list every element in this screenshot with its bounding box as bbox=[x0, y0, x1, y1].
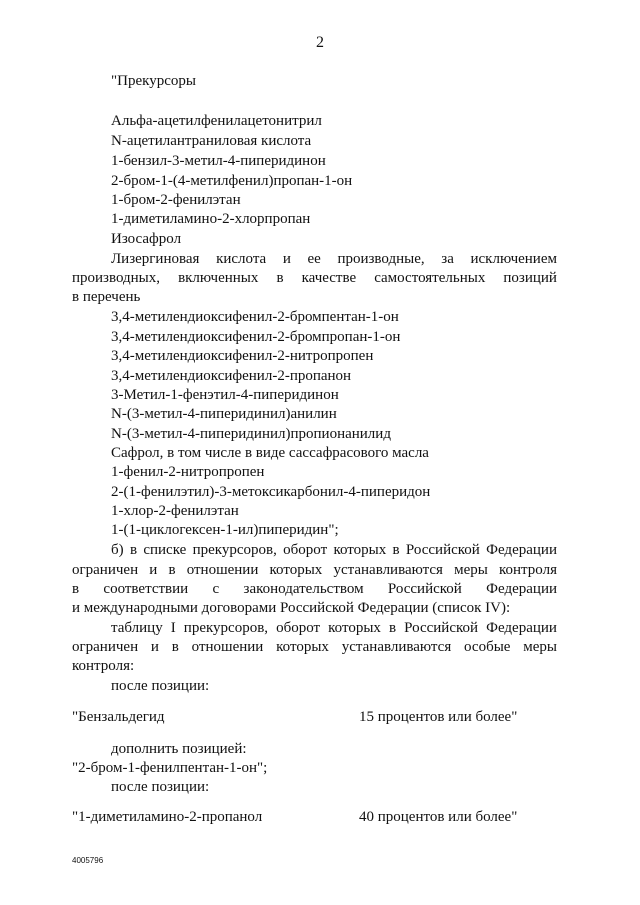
word: и bbox=[282, 251, 291, 267]
word: Российской bbox=[387, 581, 462, 597]
list-item: N-(3-метил-4-пиперидинил)пропионанилид bbox=[111, 426, 391, 442]
list-item: 1-бром-2-фенилэтан bbox=[111, 192, 241, 208]
word: законодательством bbox=[243, 581, 364, 597]
word: Российской bbox=[405, 542, 480, 558]
word: Федерации bbox=[486, 620, 557, 636]
word: контроля bbox=[498, 562, 557, 578]
after-position-label: после позиции: bbox=[111, 779, 210, 795]
paragraph-line: и международными договорами Российской Федерации (список IV): bbox=[72, 600, 511, 616]
word: I bbox=[170, 620, 176, 636]
list-item: 1-(1-циклогексен-1-ил)пиперидин"; bbox=[111, 522, 339, 538]
list-item: 1-диметиламино-2-хлорпропан bbox=[111, 211, 311, 227]
word: отношении bbox=[191, 639, 264, 655]
word: оборот bbox=[276, 620, 321, 636]
list-item: 3-Метил-1-фенэтил-4-пиперидинон bbox=[111, 387, 339, 403]
row-name: "1-диметиламино-2-пропанол bbox=[72, 809, 263, 825]
word: в bbox=[72, 581, 80, 597]
list-item: 2-(1-фенилэтил)-3-метоксикарбонил-4-пиперидон bbox=[111, 484, 431, 500]
word: с bbox=[212, 581, 220, 597]
word: которых bbox=[328, 620, 381, 636]
word: производные, bbox=[337, 251, 425, 267]
word: качестве bbox=[301, 270, 357, 286]
word: ограничен bbox=[72, 639, 139, 655]
word: оборот bbox=[283, 542, 328, 558]
word: прекурсоров, bbox=[192, 542, 277, 558]
paragraph-line: контроля: bbox=[72, 658, 135, 674]
paragraph-line: в перечень bbox=[72, 289, 141, 305]
document-code: 4005796 bbox=[72, 856, 104, 865]
list-item: 1-фенил-2-нитропропен bbox=[111, 464, 265, 480]
word: в bbox=[171, 639, 179, 655]
word: таблицу bbox=[111, 620, 163, 636]
word: и bbox=[149, 562, 158, 578]
list-item: 1-бензил-3-метил-4-пиперидинон bbox=[111, 153, 326, 169]
word: самостоятельных bbox=[374, 270, 486, 286]
word: в bbox=[168, 562, 176, 578]
list-item: 3,4-метилендиоксифенил-2-бромпропан-1-он bbox=[111, 329, 401, 345]
word: ограничен bbox=[72, 562, 139, 578]
row-name: "Бензальдегид bbox=[72, 709, 165, 725]
list-item: Сафрол, в том числе в виде сассафрасового масла bbox=[111, 445, 429, 461]
after-position-label: после позиции: bbox=[111, 678, 210, 694]
page-number: 2 bbox=[316, 34, 324, 51]
word: в bbox=[129, 542, 138, 558]
word: ее bbox=[307, 251, 321, 267]
word: списке bbox=[143, 542, 187, 558]
list-item: 3,4-метилендиоксифенил-2-нитропропен bbox=[111, 348, 374, 364]
list-item: 1-хлор-2-фенилэтан bbox=[111, 503, 239, 519]
list-item: Альфа-ацетилфенилацетонитрил bbox=[111, 113, 322, 129]
word: которых bbox=[269, 562, 323, 578]
word: и bbox=[150, 639, 159, 655]
word: производных, bbox=[72, 270, 161, 286]
word: включенных bbox=[178, 270, 259, 286]
word: меры bbox=[523, 639, 557, 655]
list-item: 3,4-метилендиоксифенил-2-пропанон bbox=[111, 368, 352, 384]
list-item: N-ацетилантраниловая кислота bbox=[111, 133, 312, 149]
word: исключением bbox=[470, 251, 557, 267]
word: в bbox=[392, 542, 400, 558]
add-position-label: дополнить позицией: bbox=[111, 741, 247, 757]
word: Федерации bbox=[486, 542, 557, 558]
word: в bbox=[388, 620, 397, 636]
list-item: 3,4-метилендиоксифенил-2-бромпентан-1-он bbox=[111, 309, 399, 325]
list-item: N-(3-метил-4-пиперидинил)анилин bbox=[111, 406, 337, 422]
document-heading: "Прекурсоры bbox=[111, 73, 196, 89]
word: отношении bbox=[186, 562, 259, 578]
list-item: 2-бром-1-(4-метилфенил)пропан-1-он bbox=[111, 173, 353, 189]
new-position: "2-бром-1-фенилпентан-1-он"; bbox=[72, 760, 268, 776]
word: особые bbox=[464, 639, 511, 655]
word: кислота bbox=[216, 251, 267, 267]
word: прекурсоров, bbox=[183, 620, 269, 636]
word: б) bbox=[111, 542, 124, 558]
word: устанавливаются bbox=[341, 639, 452, 655]
word: которых bbox=[333, 542, 387, 558]
word: за bbox=[441, 251, 454, 267]
word: меры bbox=[454, 562, 488, 578]
list-item: Изосафрол bbox=[111, 231, 182, 247]
row-value: 40 процентов или более" bbox=[359, 809, 518, 825]
word: соответствии bbox=[103, 581, 189, 597]
row-value: 15 процентов или более" bbox=[359, 709, 518, 725]
word: которых bbox=[276, 639, 329, 655]
word: Федерации bbox=[486, 581, 557, 597]
word: позиций bbox=[503, 270, 557, 286]
word: устанавливаются bbox=[333, 562, 443, 578]
word: Лизергиновая bbox=[111, 251, 200, 267]
word: Российской bbox=[404, 620, 479, 636]
word: в bbox=[276, 270, 284, 286]
